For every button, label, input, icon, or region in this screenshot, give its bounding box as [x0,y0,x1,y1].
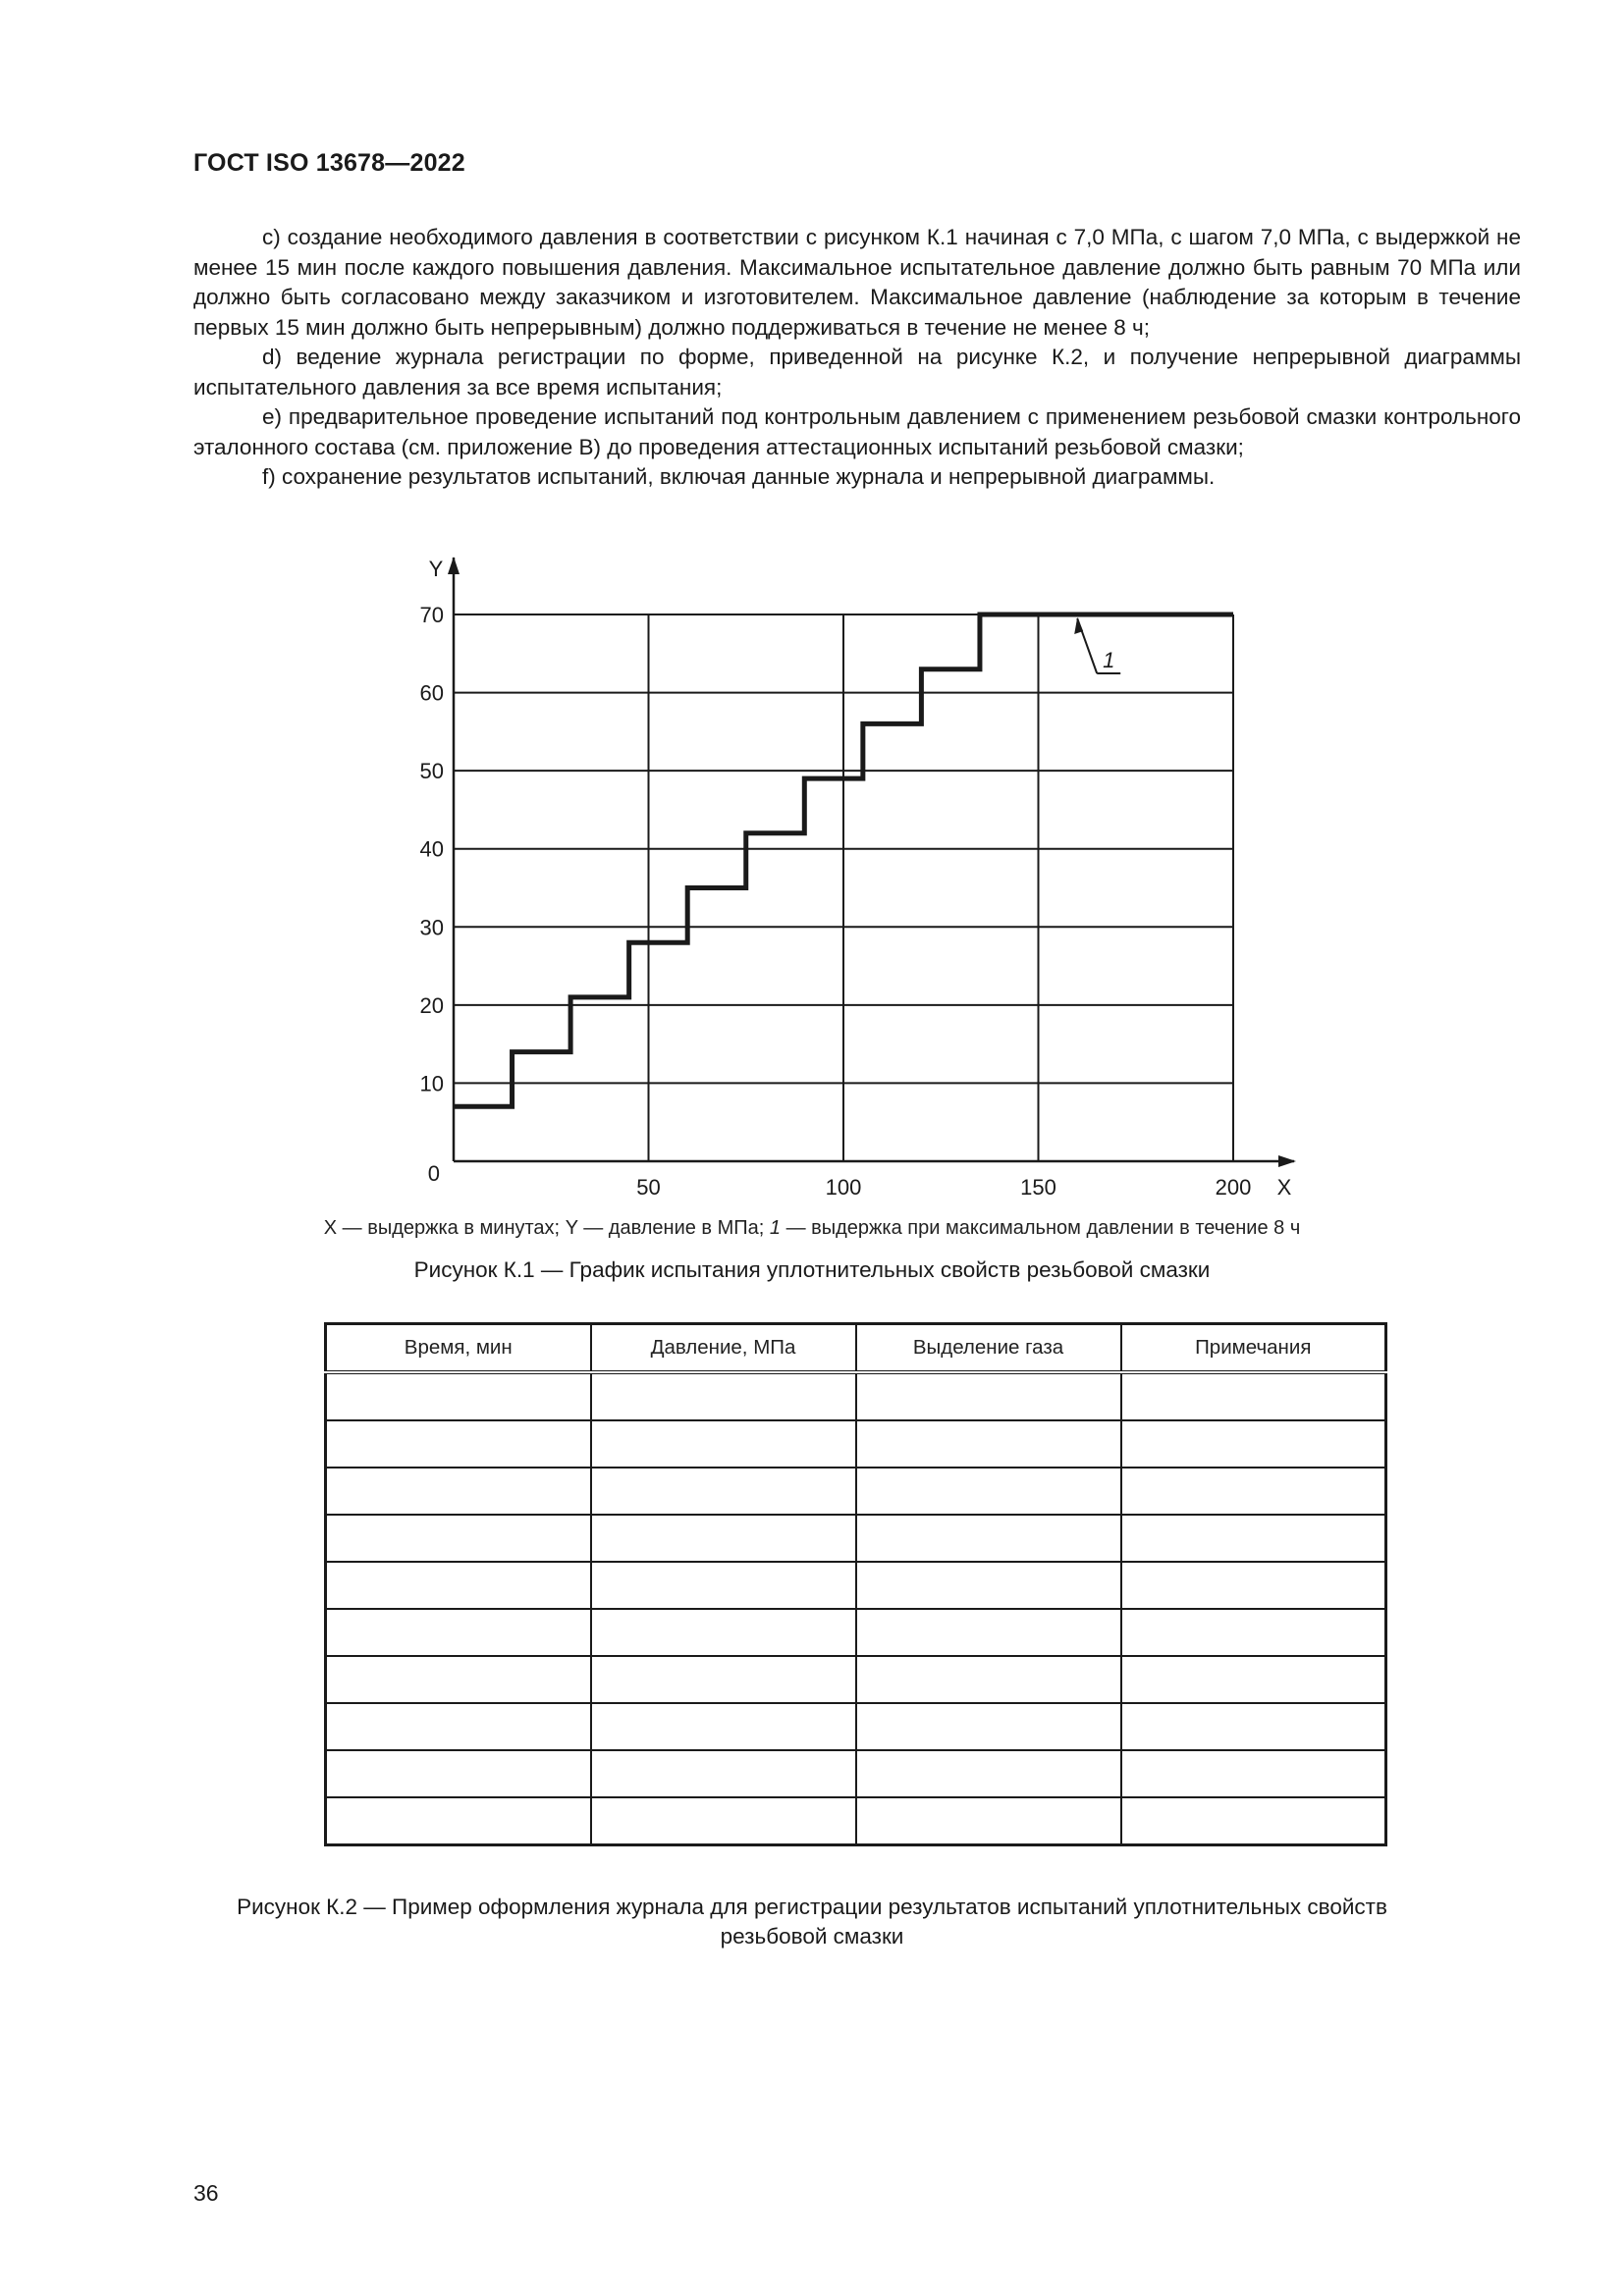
table-cell [591,1562,856,1609]
table-cell [1121,1750,1386,1797]
table-cell [1121,1797,1386,1845]
table-cell [1121,1562,1386,1609]
y-tick-label: 20 [419,992,444,1018]
table-row [326,1609,1386,1656]
table-cell [1121,1703,1386,1750]
table-cell [326,1656,591,1703]
y-axis-label: Y [428,557,444,581]
table-cell [856,1797,1121,1845]
legend-y: Y — давление в МПа; [565,1217,765,1239]
x-axis-arrow [1278,1155,1296,1167]
x-tick-label: 50 [636,1175,661,1200]
figure-k2-caption-line1: Рисунок К.2 — Пример оформления журнала для регистрации результатов испытаний уплотнительных свойств [237,1895,1387,1919]
table-cell [591,1372,856,1420]
legend-x: X — выдержка в минутах; [323,1217,561,1239]
y-tick-label: 60 [419,680,444,706]
table-cell [591,1656,856,1703]
figure-k1-legend [0,1217,1624,1240]
legend-1-number: 1 [769,1217,782,1239]
y-tick-label: 50 [419,759,444,784]
table-cell [326,1468,591,1515]
table-cell [326,1703,591,1750]
table-cell [856,1656,1121,1703]
table-cell [1121,1468,1386,1515]
table-cell [856,1372,1121,1420]
table-cell [856,1562,1121,1609]
table-cell [856,1420,1121,1468]
paragraph-c: c) создание необходимого давления в соответствии с рисунком К.1 начиная с 7,0 МПа, с шагом 7,0 МПа, с выдержкой не менее 15 мин после каждого повышения давления. Максимальное испытательное давление должно быть равным 70 МПа или должно быть согласовано между заказчиком и изготовителем. Максимальное давление (наблюдение за которым в течение первых 15 мин должно быть непрерывным) должно поддерживаться в течение не менее 8 ч; [193,225,1521,340]
table-row [326,1656,1386,1703]
x-tick-label: 150 [1020,1175,1056,1200]
annotation-label: 1 [1103,648,1115,672]
table-cell [591,1750,856,1797]
header-gas-release: Выделение газа [856,1324,1121,1373]
annotation-arrow [1074,617,1083,634]
series-step-line [454,614,1233,1106]
paragraph-e: e) предварительное проведение испытаний под контрольным давлением с применением резьбовой смазки контрольного эталонного состава (см. приложение В) до проведения аттестационных испытаний резьбовой смазки; [193,404,1521,459]
table-cell [856,1609,1121,1656]
paragraph-d: d) ведение журнала регистрации по форме, приведенной на рисунке К.2, и получение непрерывной диаграммы испытательного давления за все время испытания; [193,345,1521,400]
document-header: ГОСТ ISO 13678—2022 [193,149,465,177]
table-row [326,1562,1386,1609]
table-row [326,1372,1386,1420]
table-cell [856,1468,1121,1515]
table-cell [326,1562,591,1609]
y-tick-label: 30 [419,915,444,940]
y-tick-label: 70 [419,603,444,627]
table-row [326,1703,1386,1750]
table-cell [1121,1515,1386,1562]
header-time: Время, мин [326,1324,591,1373]
table-cell [1121,1372,1386,1420]
header-notes: Примечания [1121,1324,1386,1373]
table-cell [1121,1609,1386,1656]
table-cell [326,1372,591,1420]
page-number: 36 [193,2180,219,2206]
y-tick-label: 40 [419,836,444,862]
table-row [326,1515,1386,1562]
table-cell [326,1609,591,1656]
table-cell [591,1420,856,1468]
table-row [326,1420,1386,1468]
table-row [326,1797,1386,1845]
table-cell [326,1420,591,1468]
table-cell [856,1703,1121,1750]
origin-label: 0 [427,1161,440,1186]
table-cell [591,1797,856,1845]
table-cell [591,1515,856,1562]
registration-log-table [324,1322,1387,1846]
figure-k2-caption-line2: резьбовой смазки [720,1924,904,1949]
table-cell [856,1515,1121,1562]
y-tick-label: 10 [419,1071,444,1096]
figure-k2-caption [196,1893,1428,1951]
x-axis-label: X [1276,1175,1292,1200]
table-row [326,1750,1386,1797]
table-cell [326,1750,591,1797]
y-axis-arrow [448,557,460,574]
table-cell [326,1515,591,1562]
x-tick-label: 100 [825,1175,862,1200]
annotation-leader [1077,618,1097,673]
table-cell [591,1468,856,1515]
table-cell [1121,1656,1386,1703]
table-cell [1121,1420,1386,1468]
table-row [326,1468,1386,1515]
table-body [326,1372,1386,1845]
x-tick-label: 200 [1215,1175,1252,1200]
header-pressure: Давление, МПа [591,1324,856,1373]
table-cell [856,1750,1121,1797]
table-header-row [326,1324,1386,1373]
figure-k1-caption: Рисунок К.1 — График испытания уплотнительных свойств резьбовой смазки [413,1257,1211,1282]
table-cell [591,1703,856,1750]
body-text [193,223,1521,493]
table-cell [591,1609,856,1656]
legend-1-text: — выдержка при максимальном давлении в течение 8 ч [785,1217,1301,1239]
table-cell [326,1797,591,1845]
paragraph-f: f) сохранение результатов испытаний, включая данные журнала и непрерывной диаграммы. [262,464,1216,489]
